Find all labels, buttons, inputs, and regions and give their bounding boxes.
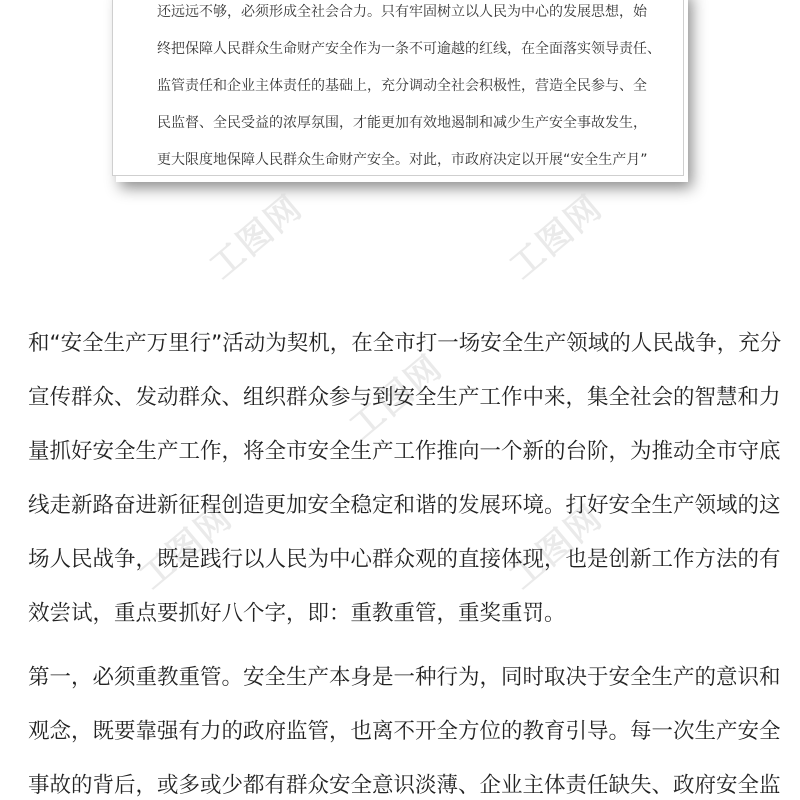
card-line: 还远远不够，必须形成全社会合力。只有牢固树立以人民为中心的发展思想，始 <box>157 4 647 20</box>
paragraph-line: 场人民战争，既是践行以人民为中心群众观的直接体现，也是创新工作方法的有 <box>28 547 781 572</box>
card-line: 更大限度地保障人民群众生命财产安全。对此，市政府决定以开展“安全生产月” <box>157 152 648 168</box>
paragraph-line: 和“安全生产万里行”活动为契机，在全市打一场安全生产领域的人民战争，充分 <box>28 331 782 356</box>
watermark-logo: 工图网 <box>202 187 311 288</box>
paragraph-line: 量抓好安全生产工作，将全市安全生产工作推向一个新的台阶，为推动全市守底 <box>28 439 781 464</box>
card-line: 终把保障人民群众生命财产安全作为一条不可逾越的红线，在全面落实领导责任、 <box>157 41 661 57</box>
card-line: 监管责任和企业主体责任的基础上，充分调动全社会积极性，营造全民参与、全 <box>157 78 647 94</box>
watermark-logo: 工图网 <box>502 187 611 288</box>
card-line: 民监督、全民受益的浓厚氛围，才能更加有效地遏制和减少生产安全事故发生， <box>157 115 647 131</box>
paragraph-line: 线走新路奋进新征程创造更加安全稳定和谐的发展环境。打好安全生产领域的这 <box>28 493 781 518</box>
paragraph-line: 事故的背后，或多或少都有群众安全意识淡薄、企业主体责任缺失、政府安全监 <box>28 773 781 798</box>
paragraph-line: 观念，既要靠强有力的政府监管，也离不开全方位的教育引导。每一次生产安全 <box>28 719 781 744</box>
watermark-logo: 工图网 <box>502 497 611 598</box>
paragraph-line: 第一，必须重教重管。安全生产本身是一种行为，同时取决于安全生产的意识和 <box>28 665 781 690</box>
paragraph-line: 效尝试，重点要抓好八个字，即：重教重管，重奖重罚。 <box>28 601 566 626</box>
paragraph-line: 宣传群众、发动群众、组织群众参与到安全生产工作中来，集全社会的智慧和力 <box>28 385 781 410</box>
quote-card <box>112 0 684 176</box>
watermark-logo: 工图网 <box>132 497 241 598</box>
watermark-logo: 工图网 <box>342 347 451 448</box>
